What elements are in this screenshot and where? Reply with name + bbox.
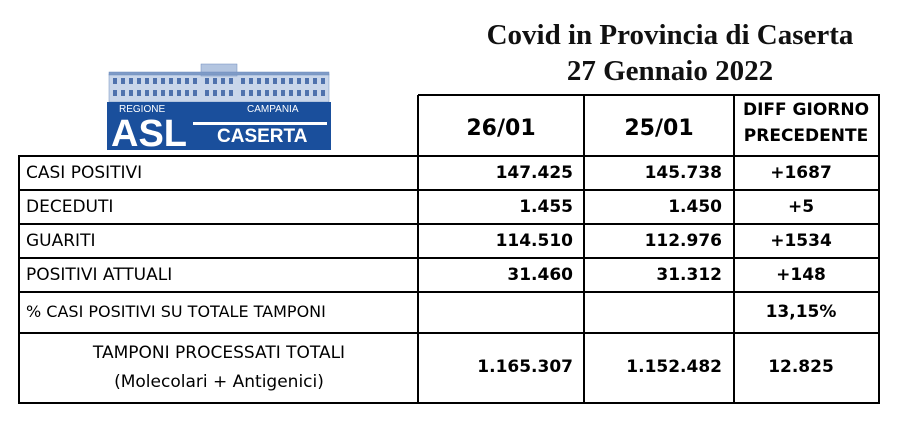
header-diff-line2: PRECEDENTE bbox=[743, 126, 869, 146]
cell-guariti-2501: 112.976 bbox=[644, 231, 722, 251]
logo-asl-text: ASL bbox=[111, 113, 187, 152]
row-label-percent-positivi: % CASI POSITIVI SU TOTALE TAMPONI bbox=[26, 302, 326, 321]
logo-region-text: REGIONE bbox=[119, 104, 166, 115]
cell-percent-positivi-diff: 13,15% bbox=[765, 302, 837, 322]
cell-casi-positivi-2501: 145.738 bbox=[644, 163, 722, 183]
cell-casi-positivi-diff: +1687 bbox=[770, 163, 832, 183]
cell-positivi-attuali-diff: +148 bbox=[776, 265, 826, 285]
cell-positivi-attuali-2501: 31.312 bbox=[656, 265, 722, 285]
header-diff-line1: DIFF GIORNO bbox=[742, 100, 870, 120]
row-label-casi-positivi: CASI POSITIVI bbox=[26, 163, 143, 183]
header-date-current: 26/01 bbox=[466, 116, 536, 141]
cell-deceduti-diff: +5 bbox=[787, 197, 815, 217]
logo-region-text-2: CAMPANIA bbox=[247, 104, 299, 115]
cell-tamponi-diff: 12.825 bbox=[768, 357, 834, 377]
cell-tamponi-2601: 1.165.307 bbox=[477, 357, 573, 377]
cell-casi-positivi-2601: 147.425 bbox=[495, 163, 573, 183]
cell-positivi-attuali-2601: 31.460 bbox=[507, 265, 573, 285]
row-label-tamponi-sub: (Molecolari + Antigenici) bbox=[114, 372, 324, 392]
cell-guariti-2601: 114.510 bbox=[495, 231, 573, 251]
logo-caserta-text: CASERTA bbox=[217, 126, 308, 147]
header-date-previous: 25/01 bbox=[624, 116, 694, 141]
row-label-deceduti: DECEDUTI bbox=[26, 197, 114, 217]
cell-deceduti-2501: 1.450 bbox=[668, 197, 722, 217]
cell-tamponi-2501: 1.152.482 bbox=[626, 357, 722, 377]
cell-guariti-diff: +1534 bbox=[770, 231, 832, 251]
row-label-guariti: GUARITI bbox=[26, 231, 96, 251]
report-date: 27 Gennaio 2022 bbox=[566, 55, 774, 87]
report-title: Covid in Provincia di Caserta bbox=[486, 19, 854, 51]
cell-deceduti-2601: 1.455 bbox=[519, 197, 573, 217]
row-label-tamponi: TAMPONI PROCESSATI TOTALI bbox=[92, 343, 346, 363]
row-label-positivi-attuali: POSITIVI ATTUALI bbox=[26, 265, 173, 285]
